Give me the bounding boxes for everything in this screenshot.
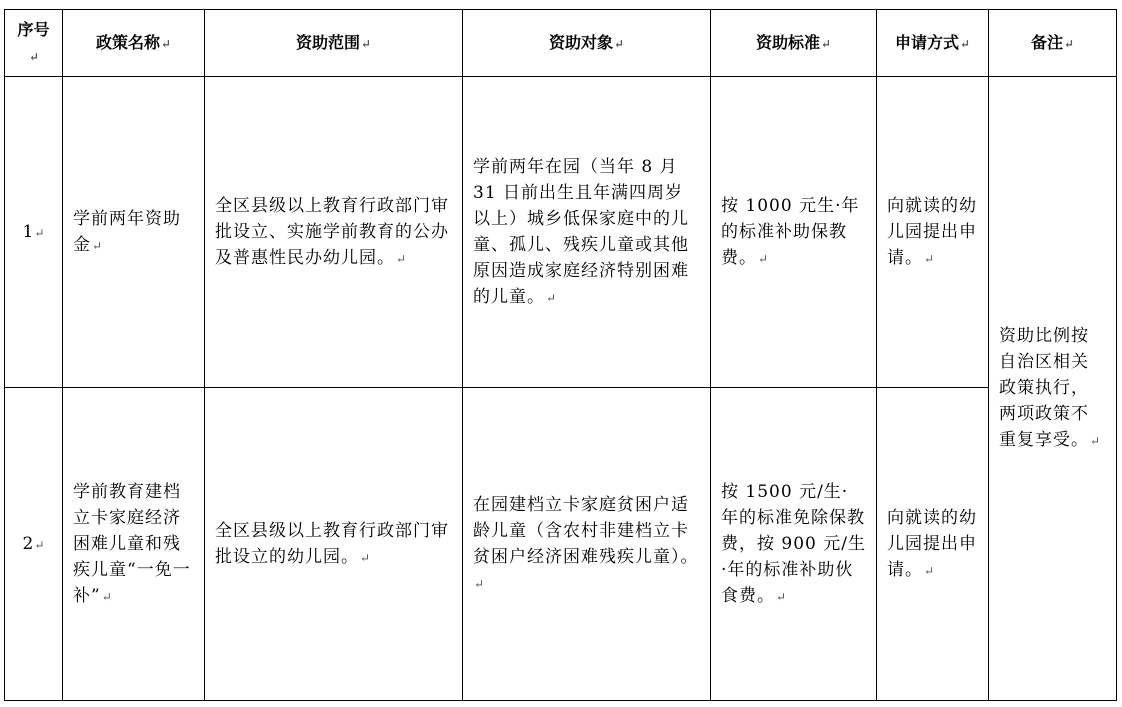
row-2-seq: 2↵ — [5, 388, 63, 701]
header-name: 政策名称↵ — [63, 10, 205, 77]
row-1-target: 学前两年在园（当年 8 月 31 日前出生且年满四周岁以上）城乡低保家庭中的儿童、孤儿、残疾儿童或其他原因造成家庭经济特别困难的儿童。↵ — [463, 77, 711, 388]
header-seq: 序号↵ — [5, 10, 63, 77]
row-2-name: 学前教育建档立卡家庭经济困难儿童和残疾儿童“一免一补”↵ — [63, 388, 205, 701]
row-1-standard: 按 1000 元生·年的标准补助保教费。↵ — [711, 77, 877, 388]
row-1-scope: 全区县级以上教育行政部门审批设立、实施学前教育的公办及普惠性民办幼儿园。↵ — [205, 77, 463, 388]
row-1-seq: 1↵ — [5, 77, 63, 388]
policy-table — [4, 9, 1117, 701]
header-standard: 资助标准↵ — [711, 10, 877, 77]
row-2-scope: 全区县级以上教育行政部门审批设立的幼儿园。↵ — [205, 388, 463, 701]
row-2-target: 在园建档立卡家庭贫困户适龄儿童（含农村非建档立卡贫困户经济困难残疾儿童）。↵ — [463, 388, 711, 701]
header-scope: 资助范围↵ — [205, 10, 463, 77]
row-1-apply: 向就读的幼儿园提出申请。↵ — [877, 77, 989, 388]
header-note: 备注↵ — [989, 10, 1117, 77]
row-1-name: 学前两年资助金↵ — [63, 77, 205, 388]
header-target: 资助对象↵ — [463, 10, 711, 77]
table-row — [5, 77, 1117, 388]
header-row — [5, 10, 1117, 77]
note-cell: 资助比例按自治区相关政策执行，两项政策不重复享受。↵ — [989, 77, 1117, 701]
header-apply: 申请方式↵ — [877, 10, 989, 77]
row-2-standard: 按 1500 元/生·年的标准免除保教费，按 900 元/生·年的标准补助伙食费。↵ — [711, 388, 877, 701]
row-2-apply: 向就读的幼儿园提出申请。↵ — [877, 388, 989, 701]
table-row — [5, 388, 1117, 701]
